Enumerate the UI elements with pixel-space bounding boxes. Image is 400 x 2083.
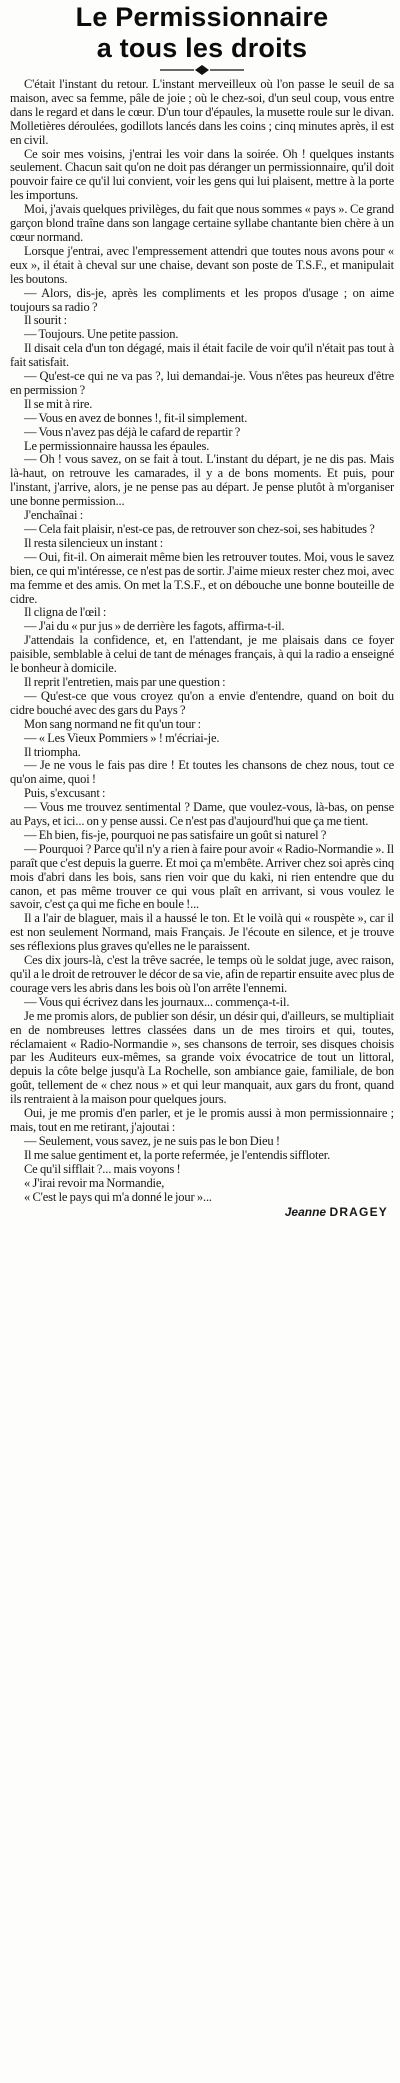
article-paragraph: Il me salue gentiment et, la porte refermée, je l'entendis siffloter.: [24, 1147, 331, 1162]
article-paragraph: J'enchaînai :: [24, 508, 84, 523]
article-paragraph: Il sourit :: [24, 313, 67, 328]
article-paragraph: Il cligna de l'œil :: [24, 605, 107, 620]
article-title: [10, 0, 394, 64]
article-body: [10, 78, 394, 1204]
article-paragraph: Mon sang normand ne fit qu'un tour :: [24, 716, 202, 731]
article-paragraph: Ce qu'il sifflait ?... mais voyons !: [24, 1161, 181, 1176]
article-paragraph: — Seulement, vous savez, je ne suis pas le bon Dieu !: [24, 1133, 280, 1148]
article-paragraph: Moi, j'avais quelques privilèges, du fait que nous sommes « pays ». Ce grand garçon blond traîne dans son langage certaine syllabe chantante bien chère à un cœur normand.: [10, 202, 394, 244]
article-paragraph: Il se mit à rire.: [24, 396, 93, 411]
article-paragraph: — Vous n'avez pas déjà le cafard de repartir ?: [24, 424, 241, 439]
article-paragraph: — Vous en avez de bonnes !, fit-il simplement.: [24, 410, 248, 425]
article-paragraph: Il triompha.: [24, 744, 81, 759]
article-paragraph: — « Les Vieux Pommiers » ! m'écriai-je.: [24, 730, 220, 745]
article-paragraph: Le permissionnaire haussa les épaules.: [24, 438, 210, 453]
article-paragraph: Il resta silencieux un instant :: [24, 535, 164, 550]
article-paragraph: — Qu'est-ce que vous croyez qu'on a envie d'entendre, quand on boit du cidre bouché avec des gars du Pays ?: [10, 688, 394, 717]
article-paragraph: C'était l'instant du retour. L'instant merveilleux où l'on passe le seuil de sa maison, avec sa femme, pâle de joie ; où le chez-soi, d'un seul coup, vous entre dans le regard et dans le cœur. D'un tour d'épaules, la musette roule sur le divan. Molletières déroulées, godillots lancés dans les coins ; cinq minutes après, il est en civil.: [10, 77, 394, 147]
article-paragraph: J'attendais la confidence, et, en l'attendant, je me plaisais dans ce foyer paisible, semblable à celui de tant de ménages français, à qui la radio a enseigné le bonheur à domicile.: [10, 633, 394, 676]
article-paragraph: Il reprit l'entretien, mais par une question :: [24, 674, 226, 689]
article-paragraph: Je me promis alors, de publier son désir, un désir qui, d'ailleurs, se multipliait en de nombreuses lettres classées dans un de mes tiroirs et qui, toutes, réclamaient « Radio-Normandie », ses chansons de terroir, ses disques choisis par les Auditeurs eux-mêmes, sa grande voix évocatrice de tout un littoral, depuis la côte belge jusqu'à La Rochelle, son ambiance gaie, familiale, de bon goût, tellement de « chez nous » et qui leur manquait, aux gars du front, quand ils rentraient à la maison pour quelques jours.: [10, 1008, 394, 1107]
article-paragraph: — Je ne vous le fais pas dire ! Et toutes les chansons de chez nous, tout ce qu'on aime, quoi !: [10, 758, 394, 787]
article-paragraph: — Vous me trouvez sentimental ? Dame, que voulez-vous, là-bas, on pense au Pays, et ici... on y pense aussi. Ce n'est pas d'aujourd'hui que ça me tient.: [10, 800, 394, 829]
article-paragraph: Ce soir mes voisins, j'entrai les voir dans la soirée. Oh ! quelques instants seulement. Chacun sait qu'on ne doit pas déranger un permissionnaire, qu'il doit pouvoir faire ce qu'il lui convient, voir les gens qui lui plaisent, mettre à la porte les importuns.: [10, 146, 394, 203]
article-paragraph: — Eh bien, fis-je, pourquoi ne pas satisfaire un goût si naturel ?: [24, 827, 327, 842]
article-paragraph: — Qu'est-ce qui ne va pas ?, lui demandai-je. Vous n'êtes pas heureux d'être en permission ?: [10, 369, 394, 397]
article-paragraph: — J'ai du « pur jus » de derrière les fagots, affirma-t-il.: [24, 619, 285, 634]
author-last-name: DRAGEY: [329, 1205, 388, 1220]
title-separator-ornament: [10, 65, 394, 75]
article-paragraph: Il disait cela d'un ton dégagé, mais il était facile de voir qu'il n'était pas tout à fait satisfait.: [10, 341, 394, 370]
article-paragraph: — Cela fait plaisir, n'est-ce pas, de retrouver son chez-soi, ses habitudes ?: [24, 522, 375, 536]
article-paragraph: — Toujours. Une petite passion.: [24, 327, 179, 342]
article-paragraph: « C'est le pays qui m'a donné le jour »...: [24, 1189, 212, 1204]
article-paragraph: « J'irai revoir ma Normandie,: [24, 1175, 165, 1190]
article-paragraph: — Pourquoi ? Parce qu'il n'y a rien à faire pour avoir « Radio-Normandie ». Il paraît que c'est depuis la guerre. Et moi ça m'embête. Arriver chez soi après cinq mois d'abri dans les bois, sans rien voir que du kaki, ni rien entendre que du canon, et pas même trouver ce qui vous plaît en arrivant, si vous voulez le savoir, c'est ça qui me fiche en boule !...: [10, 841, 394, 912]
article-paragraph: Ces dix jours-là, c'est la trêve sacrée, le temps où le soldat juge, avec raison, qu'il a le droit de retrouver le décor de sa vie, afin de repartir ensuite avec plus de courage vers les abris dans les bois où l'on arrête l'ennemi.: [10, 953, 394, 995]
title-line-2: a tous les droits: [96, 33, 308, 63]
article-paragraph: — Oui, fit-il. On aimerait même bien les retrouver toutes. Moi, vous le savez bien, ce qui m'intéresse, ce n'est pas de sortir. J'aime mieux rester chez moi, avec ma femme et des amis. On met la T.S.F., et on débouche une bonne bouteille de cidre.: [10, 549, 394, 606]
article-paragraph: — Oh ! vous savez, on se fait à tout. L'instant du départ, je ne dis pas. Mais là-haut, on retrouve les camarades, il y a de bons moments. Et puis, pour l'instant, j'arrive, alors, je ne pense pas au départ. Je pense plutôt à m'organiser une bonne permission...: [10, 452, 394, 509]
author-first-name: Jeanne: [284, 1205, 327, 1220]
article-paragraph: — Vous qui écrivez dans les journaux... commença-t-il.: [24, 994, 290, 1009]
article-paragraph: Oui, je me promis d'en parler, et je le promis aussi à mon permissionnaire ; mais, tout en me retirant, j'ajoutai :: [10, 1106, 394, 1134]
article-paragraph: — Alors, dis-je, après les compliments et les propos d'usage ; on aime toujours sa radio ?: [10, 285, 394, 314]
author-signature: [10, 1205, 388, 1219]
title-line-1: Le Permissionnaire: [75, 2, 329, 32]
article-paragraph: Lorsque j'entrai, avec l'empressement attendri que toutes nous avons pour « eux », il était à cheval sur une chaise, devant son poste de T.S.F., et manipulait les boutons.: [10, 243, 394, 286]
article-paragraph: Puis, s'excusant :: [24, 786, 106, 801]
article-paragraph: Il a l'air de blaguer, mais il a haussé le ton. Et le voilà qui « rouspète », car il est non seulement Normand, mais Français. Je l'écoute en silence, et je trouve ses réflexions plus graves qu'elles ne le paraissent.: [10, 911, 394, 954]
